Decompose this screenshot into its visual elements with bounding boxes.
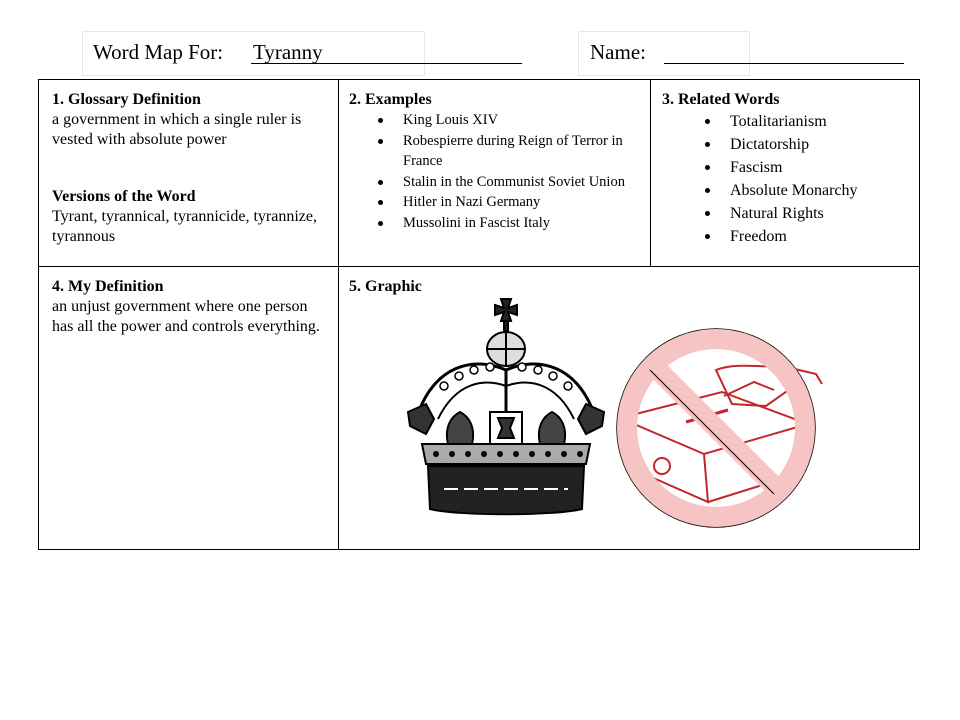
versions-title: Versions of the Word xyxy=(52,188,196,205)
word-value: Tyranny xyxy=(253,40,323,64)
list-item: Dictatorship xyxy=(662,133,919,156)
list-item: Absolute Monarchy xyxy=(662,179,919,202)
crown-icon xyxy=(404,294,614,520)
related-words-cell xyxy=(650,79,920,267)
glossary-cell xyxy=(38,79,339,267)
my-definition-cell xyxy=(38,266,339,550)
glossary-definition: a government in which a single ruler is vested with absolute power xyxy=(52,111,302,148)
no-ballot-icon xyxy=(604,326,832,530)
list-item: Robespierre during Reign of Terror in France xyxy=(349,131,636,172)
list-item: Totalitarianism xyxy=(662,110,919,133)
graphic-title: 5. Graphic xyxy=(349,278,422,295)
versions-text: Tyrant, tyrannical, tyrannicide, tyrannize, tyrannous xyxy=(52,208,317,245)
examples-cell xyxy=(338,79,651,267)
list-item: King Louis XIV xyxy=(349,110,636,131)
glossary-title: 1. Glossary Definition xyxy=(52,91,201,108)
list-item: Hitler in Nazi Germany xyxy=(349,192,636,213)
list-item: Mussolini in Fascist Italy xyxy=(349,213,636,234)
list-item: Freedom xyxy=(662,225,919,248)
list-item: Natural Rights xyxy=(662,202,919,225)
name-field-line[interactable] xyxy=(664,63,904,64)
name-label: Name: xyxy=(590,40,646,64)
examples-list xyxy=(349,110,636,233)
related-title: 3. Related Words xyxy=(662,91,780,108)
my-definition-title: 4. My Definition xyxy=(52,278,164,295)
word-map-label: Word Map For: xyxy=(93,40,224,64)
examples-title: 2. Examples xyxy=(349,91,432,108)
list-item: Stalin in the Communist Soviet Union xyxy=(349,172,636,193)
word-underline xyxy=(251,63,522,64)
related-list xyxy=(662,110,919,248)
list-item: Fascism xyxy=(662,156,919,179)
my-definition-text: an unjust government where one person has all the power and controls everything. xyxy=(52,298,320,335)
